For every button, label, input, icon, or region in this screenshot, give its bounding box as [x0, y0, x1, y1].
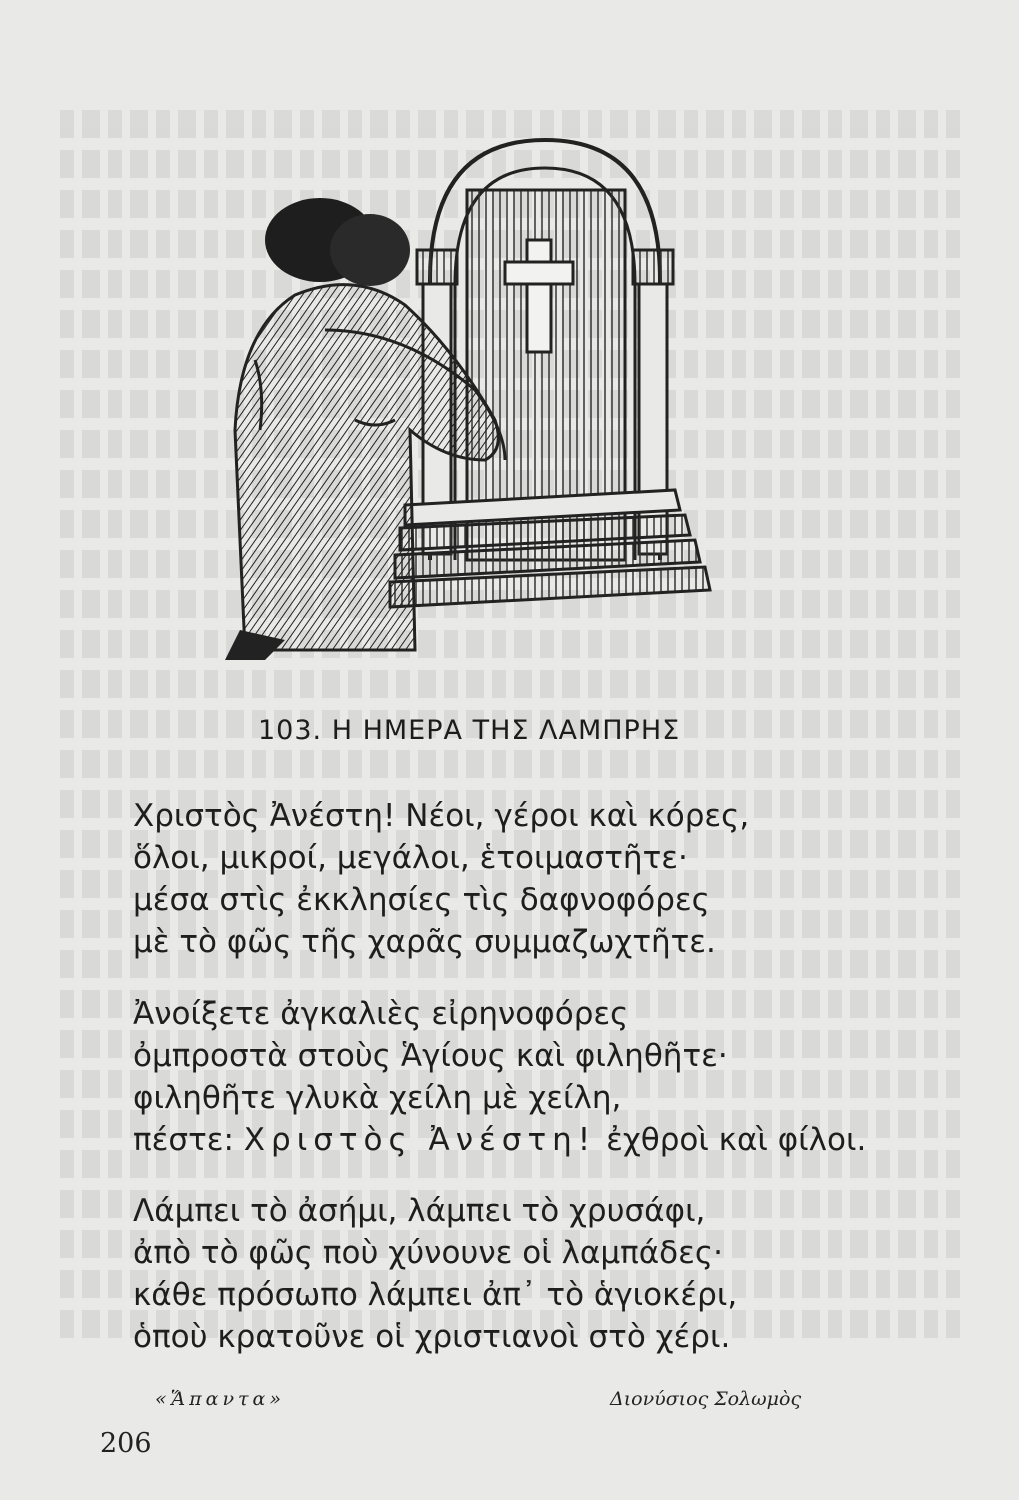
- verse-line: ἀπὸ τὸ φῶς ποὺ χύνουνε οἱ λαμπάδες·: [133, 1235, 723, 1271]
- page-number: 206: [100, 1428, 152, 1459]
- church-door-embrace-illustration: [205, 130, 745, 660]
- verse-line: μέσα στὶς ἐκκλησίες τὶς δαφνοφόρες: [133, 882, 710, 918]
- verse-suffix: ἐχθροὶ καὶ φίλοι.: [606, 1122, 867, 1158]
- source-citation: «Ἅπαντα»: [155, 1388, 285, 1410]
- author-name: Διονύσιος Σολωμὸς: [610, 1388, 802, 1410]
- verse-line-last: [133, 1119, 866, 1161]
- verse-line: ὁποὺ κρατοῦνε οἱ χριστιανοὶ στὸ χέρι.: [133, 1319, 731, 1355]
- stanza-1: [133, 795, 749, 963]
- verse-line: Χριστὸς Ἀνέστη! Νέοι, γέροι καὶ κόρες,: [133, 798, 750, 834]
- verse-prefix: πέστε:: [133, 1122, 234, 1158]
- verse-line: ὅλοι, μικροί, μεγάλοι, ἑτοιμαστῆτε·: [133, 840, 688, 876]
- stanza-3: [133, 1190, 737, 1358]
- verse-line: Ἀνοίξετε ἀγκαλιὲς εἰρηνοφόρες: [133, 996, 629, 1032]
- stanza-2: [133, 993, 866, 1161]
- verse-spaced-phrase: Χριστὸς Ἀνέστη!: [243, 1122, 597, 1158]
- verse-line: μὲ τὸ φῶς τῆς χαρᾶς συμμαζωχτῆτε.: [133, 924, 716, 960]
- poem-title: 103. Η ΗΜΕΡΑ ΤΗΣ ΛΑΜΠΡΗΣ: [258, 715, 681, 746]
- verse-line: φιληθῆτε γλυκὰ χείλη μὲ χείλη,: [133, 1080, 622, 1116]
- verse-line: Λάμπει τὸ ἀσήμι, λάμπει τὸ χρυσάφι,: [133, 1193, 706, 1229]
- verse-line: ὀμπροστὰ στοὺς Ἁγίους καὶ φιληθῆτε·: [133, 1038, 728, 1074]
- verse-line: κάθε πρόσωπο λάμπει ἀπ᾽ τὸ ἁγιοκέρι,: [133, 1277, 738, 1313]
